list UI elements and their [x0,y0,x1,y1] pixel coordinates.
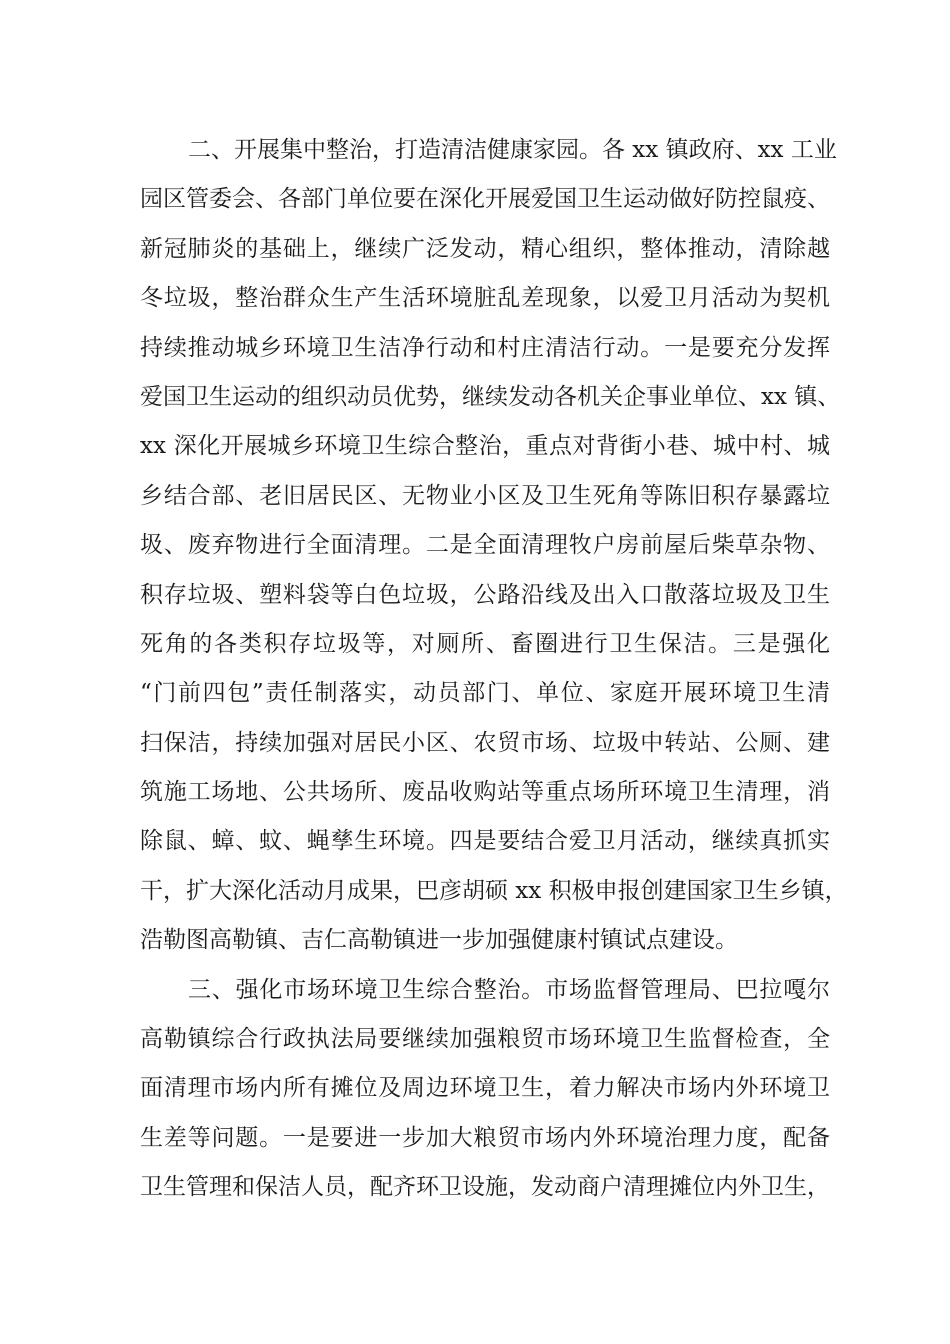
paragraph-line: 三、强化市场环境卫生综合整治。市场监督管理局、巴拉嘎尔 [188,976,830,1003]
paragraph-line: 冬垃圾，整治群众生产生活环境脏乱差现象，以爱卫月活动为契机 [140,285,830,312]
paragraph-line: 积存垃圾、塑料袋等白色垃圾，公路沿线及出入口散落垃圾及卫生 [140,581,830,608]
paragraph-line: 圾、废弃物进行全面清理。二是全面清理牧户房前屋后柴草杂物、 [140,532,830,559]
paragraph-line: 爱国卫生运动的组织动员优势，继续发动各机关企事业单位、xx 镇、 [140,383,841,410]
paragraph-section-two [140,126,848,966]
paragraph-line: 园区管委会、各部门单位要在深化开展爱国卫生运动做好防控鼠疫、 [140,186,830,213]
paragraph-line: 乡结合部、老旧居民区、无物业小区及卫生死角等陈旧积存暴露垃 [140,482,830,509]
paragraph-line: “门前四包”责任制落实，动员部门、单位、家庭开展环境卫生清 [140,680,830,707]
paragraph-line: 扫保洁，持续加强对居民小区、农贸市场、垃圾中转站、公厕、建 [140,729,830,756]
paragraph-line: 筑施工场地、公共场所、废品收购站等重点场所环境卫生清理，消 [140,779,830,806]
paragraph-line: 卫生管理和保洁人员，配齐环卫设施，发动商户清理摊位内外卫生， [140,1174,830,1201]
paragraph-line: xx 深化开展城乡环境卫生综合整治，重点对背街小巷、城中村、城 [140,433,830,460]
paragraph-line: 面清理市场内所有摊位及周边环境卫生，着力解决市场内外环境卫 [140,1075,830,1102]
paragraph-line: 干，扩大深化活动月成果，巴彦胡硕 xx 积极申报创建国家卫生乡镇， [140,877,848,904]
paragraph-line: 高勒镇综合行政执法局要继续加强粮贸市场环境卫生监督检查，全 [140,1026,830,1053]
paragraph-line: 二、开展集中整治，打造清洁健康家园。各 xx 镇政府、xx 工业 [188,137,837,163]
document-body [140,126,848,1213]
paragraph-section-three [140,966,830,1213]
paragraph-line: 持续推动城乡环境卫生洁净行动和村庄清洁行动。一是要充分发挥 [140,334,830,361]
paragraph-line: 浩勒图高勒镇、吉仁高勒镇进一步加强健康村镇试点建设。 [140,927,738,954]
paragraph-line: 死角的各类积存垃圾等，对厕所、畜圈进行卫生保洁。三是强化 [140,630,830,657]
paragraph-line: 生差等问题。一是要进一步加大粮贸市场内外环境治理力度，配备 [140,1124,830,1151]
paragraph-line: 除鼠、蟑、蚊、蝇孳生环境。四是要结合爱卫月活动，继续真抓实 [140,828,830,855]
paragraph-line: 新冠肺炎的基础上，继续广泛发动，精心组织，整体推动，清除越 [140,235,830,262]
